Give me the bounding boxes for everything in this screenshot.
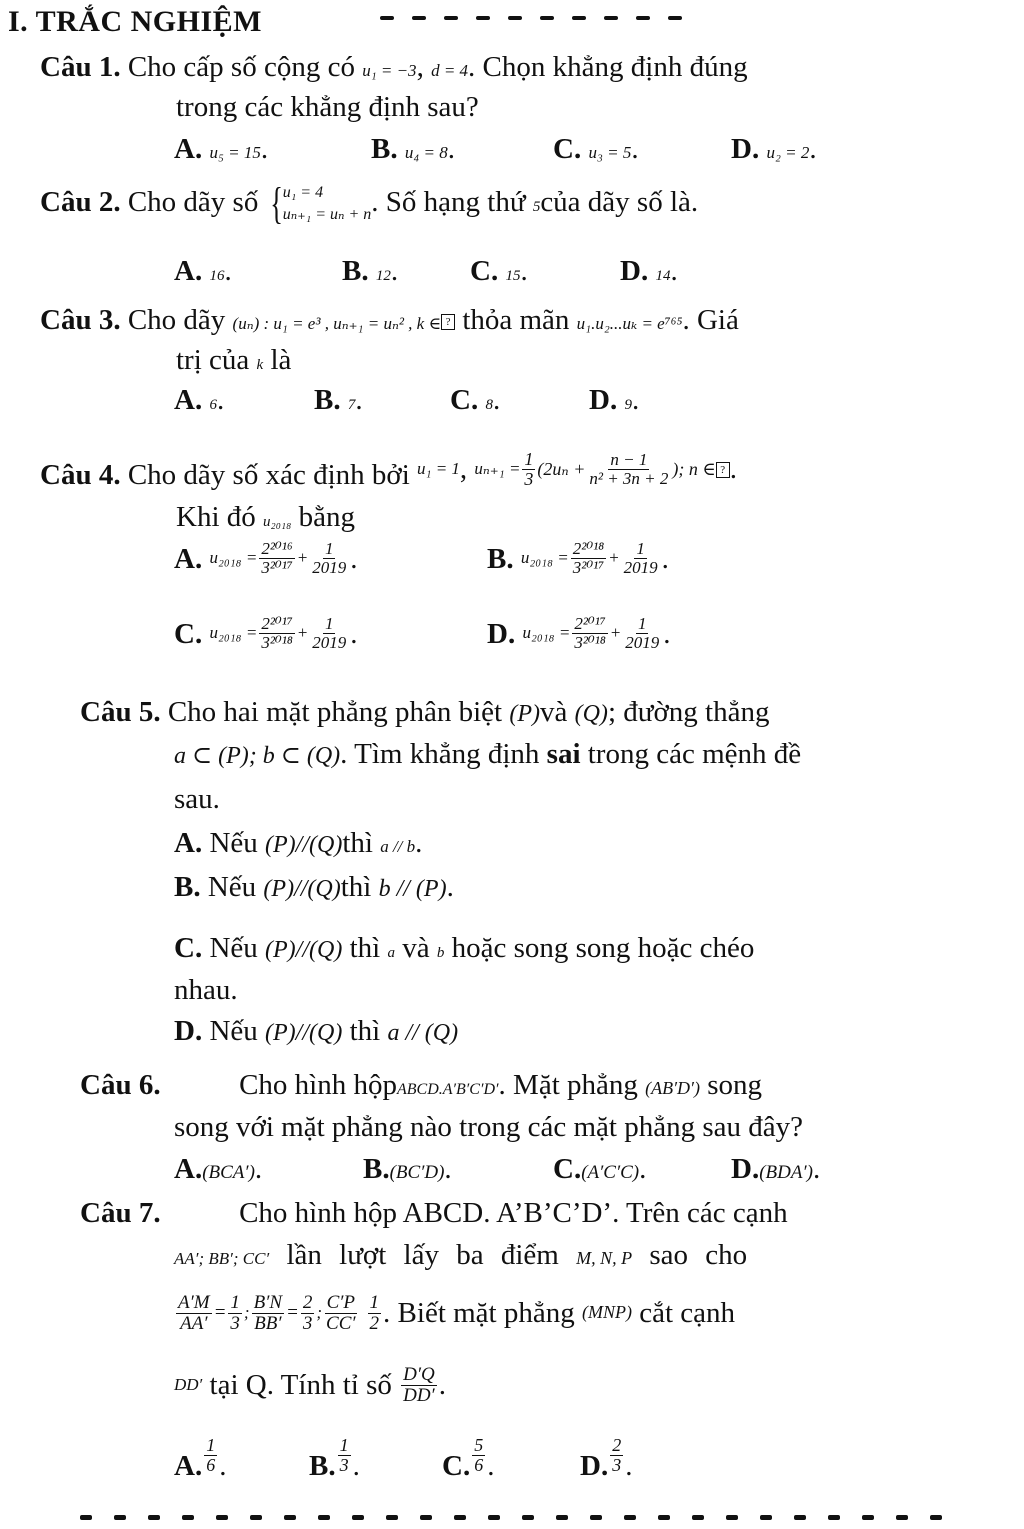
- q1-stem: [40, 50, 748, 85]
- q2-system: u₁ = 4 uₙ₊₁ = uₙ + n: [282, 184, 372, 224]
- q4-frac-n: $\frac{n - 1}{\text{n² + 3n + 2}}$: [589, 450, 669, 489]
- section-title: I. TRẮC NGHIỆM: [8, 5, 262, 38]
- q4-option-d[interactable]: D. u₂₀₁₈ = $\frac{\text{2²⁰¹⁷}}{\text{3²⁰¹⁸}}$ + $\frac{1}{2019}$ .: [487, 614, 671, 652]
- q1-option-b[interactable]: B. u₄ = 8.: [371, 133, 455, 165]
- q2-stem: [40, 178, 698, 231]
- q7-option-a[interactable]: A. $\frac{1}{6}$ .: [174, 1434, 227, 1483]
- q7-ratio-1: $\frac{A'M}{AA'}$: [178, 1291, 210, 1334]
- q6-option-b[interactable]: B.(BC′D).: [363, 1153, 452, 1185]
- q3-option-a[interactable]: A. 6.: [174, 384, 225, 416]
- q2-option-b[interactable]: B. 12.: [342, 255, 399, 287]
- q3-option-b[interactable]: B. 7.: [314, 384, 363, 416]
- missing-glyph-icon: ?: [441, 314, 455, 330]
- q4-stem-2: Khi đó u₂₀₁₈ bằng: [176, 501, 355, 533]
- q1-text: Cho cấp số cộng có: [127, 51, 355, 83]
- q3-text-c: . Giá: [682, 304, 739, 336]
- q5-label: Câu 5.: [80, 696, 161, 728]
- q3-math-seq: (uₙ) : u₁ = e³ , uₙ₊₁ = uₙ² , k ∈: [232, 314, 442, 333]
- q1-option-c[interactable]: C. u₃ = 5.: [553, 133, 639, 165]
- q1-text-b: . Chọn khẳng định đúng: [468, 51, 748, 83]
- q4-stem: Câu 4. Cho dãy số xác định bởi u₁ = 1 , uₙ₊₁ = $\frac{1}{3}$ (2uₙ + $\frac{n - 1}{\text{n² + 3n + 2}}$ ); n ∈ ? .: [40, 449, 737, 492]
- q2-option-c[interactable]: C. 15.: [470, 255, 528, 287]
- q7-target-ratio: $\frac{D'Q}{DD'}$: [403, 1363, 435, 1406]
- q1-math-u1: u₁ = −3: [362, 61, 417, 80]
- q4-option-c[interactable]: C. u₂₀₁₈ = $\frac{\text{2²⁰¹⁷}}{\text{3²⁰¹⁸}}$ + $\frac{1}{2019}$ .: [174, 614, 358, 652]
- q6-stem: Câu 6. Cho hình hộpABCD.A′B′C′D′. Mặt phẳng (AB′D′) song: [80, 1069, 763, 1101]
- q3-text-b: thỏa mãn: [462, 304, 570, 336]
- q5-stem: Câu 5. Cho hai mặt phẳng phân biệt (P)và (Q); đường thẳng: [80, 696, 770, 728]
- q7-ratio-2: $\frac{B'N}{BB'}$: [253, 1291, 283, 1334]
- q5-option-b[interactable]: B. Nếu (P)//(Q)thì b // (P).: [174, 871, 454, 903]
- q2-text-c: của dãy số là.: [540, 186, 699, 219]
- q7-ratio-3: $\frac{C'P}{CC'}$: [326, 1291, 356, 1334]
- q6-option-d[interactable]: D.(BDA′).: [731, 1153, 821, 1185]
- q7-option-d[interactable]: D. $\frac{2}{3}$ .: [580, 1434, 633, 1483]
- q6-option-a[interactable]: A.(BCA′).: [174, 1153, 263, 1185]
- q1-math-d: d = 4: [431, 61, 469, 80]
- q4-frac-13: $\frac{1}{3}$: [524, 449, 534, 490]
- q7-option-b[interactable]: B. $\frac{1}{3}$ .: [309, 1434, 360, 1483]
- q7-stem: Câu 7. Cho hình hộp ABCD. A’B’C’D’. Trên các cạnh: [80, 1197, 788, 1229]
- q4-math-rec: uₙ₊₁ =: [474, 459, 521, 479]
- q3-math-prod: u₁.u₂...uₖ = e⁷⁶⁵: [576, 314, 683, 333]
- q7-stem-4: DD′ tại Q. Tính tỉ số $\frac{D'Q}{DD'}$ .: [174, 1363, 446, 1406]
- q2-text: Cho dãy số: [127, 186, 259, 219]
- q2-text-b: . Số hạng thứ: [371, 186, 526, 219]
- q1-label: Câu 1.: [40, 51, 121, 83]
- missing-glyph-icon: ?: [716, 462, 730, 478]
- q5-stem-2: a ⊂ (P); b ⊂ (Q). Tìm khẳng định sai trong các mệnh đề: [174, 738, 802, 770]
- q1-sep: ,: [416, 51, 424, 83]
- q3-label: Câu 3.: [40, 304, 121, 336]
- cut-off-text-top: [380, 0, 710, 2]
- q4-option-a[interactable]: A. u₂₀₁₈ = $\frac{\text{2²⁰¹⁶}}{\text{3²⁰¹⁷}}$ + $\frac{1}{2019}$ .: [174, 539, 358, 577]
- q3-text: Cho dãy: [127, 304, 226, 336]
- q3-stem-2: trị của k là: [176, 344, 292, 376]
- q5-option-a[interactable]: A. Nếu (P)//(Q)thì a // b.: [174, 827, 423, 859]
- q5-option-c-cont: nhau.: [174, 974, 238, 1006]
- q6-option-c[interactable]: C.(A′C′C).: [553, 1153, 647, 1185]
- q2-math-5: 5: [532, 199, 541, 216]
- q4-option-b[interactable]: B. u₂₀₁₈ = $\frac{\text{2²⁰¹⁸}}{\text{3²⁰¹⁷}}$ + $\frac{1}{2019}$ .: [487, 539, 669, 577]
- q2-option-a[interactable]: A. 16.: [174, 255, 232, 287]
- q6-label: Câu 6.: [80, 1069, 161, 1101]
- q3-option-d[interactable]: D. 9.: [589, 384, 640, 416]
- q7-option-c[interactable]: C. $\frac{5}{6}$ .: [442, 1434, 495, 1483]
- q7-ratios: $\frac{A'M}{AA'}$ = $\frac{1}{3}$ ; $\frac{B'N}{BB'}$ = $\frac{2}{3}$ ; $\frac{C'P}{CC'}$ $\frac{1}{2}$ . Biết mặt phẳng (MNP) cắt cạnh: [178, 1291, 736, 1334]
- q5-option-c[interactable]: C. Nếu (P)//(Q) thì a và b hoặc song song hoặc chéo: [174, 932, 755, 964]
- q4-label: Câu 4.: [40, 459, 121, 492]
- q3-option-c[interactable]: C. 8.: [450, 384, 501, 416]
- q2-label: Câu 2.: [40, 186, 121, 219]
- q4-text: Cho dãy số xác định bởi: [127, 459, 410, 492]
- q6-stem-2: song với mặt phẳng nào trong các mặt phẳng sau đây?: [174, 1111, 803, 1143]
- q5-option-d[interactable]: D. Nếu (P)//(Q) thì a // (Q): [174, 1015, 459, 1047]
- q4-math-u1: u₁ = 1: [417, 459, 460, 479]
- q2-option-d[interactable]: D. 14.: [620, 255, 678, 287]
- q7-stem-2: AA′; BB′; CC′ lần lượt lấy ba điểm M, N, P sao cho: [174, 1239, 748, 1271]
- q1-stem-2: trong các khẳng định sau?: [176, 91, 479, 123]
- q7-label: Câu 7.: [80, 1197, 161, 1229]
- q1-option-d[interactable]: D. u₂ = 2.: [731, 133, 817, 165]
- q2-brace: {: [269, 179, 283, 228]
- q5-stem-3: sau.: [174, 783, 220, 815]
- q3-stem: [40, 303, 739, 338]
- q1-option-a[interactable]: A. u₅ = 15.: [174, 133, 269, 165]
